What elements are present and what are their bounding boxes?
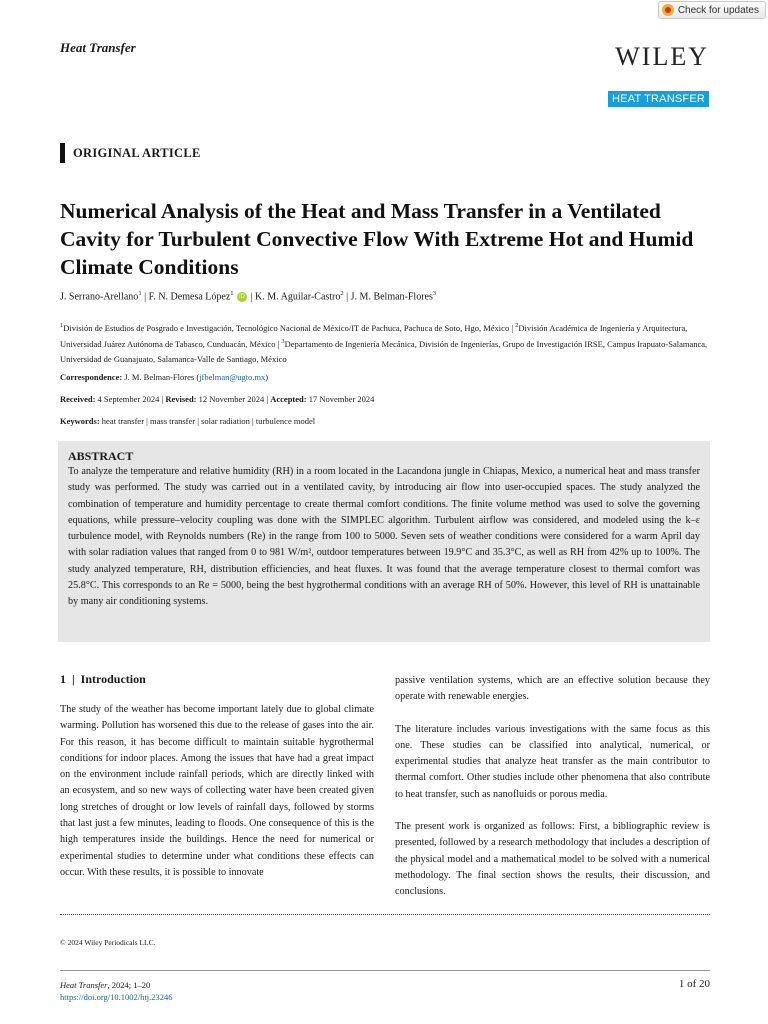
copyright-notice: © 2024 Wiley Periodicals LLC. <box>60 938 156 947</box>
author-affiliation-mark: 1 <box>138 290 142 297</box>
keywords-label: Keywords: <box>60 416 100 426</box>
affiliation-number: 1 <box>60 322 64 329</box>
abstract-heading: ABSTRACT <box>68 449 134 463</box>
footer-citation-detail: , 2024; 1–20 <box>107 980 151 990</box>
keywords: Keywords: heat transfer | mass transfer | solar radiation | turbulence model <box>60 416 316 426</box>
affiliation-number: 3 <box>281 338 285 346</box>
abstract-text: To analyze the temperature and relative humidity (RH) in a room located in the Lacandona jungle in Chiapas, Mexico, a numerical heat and mass transfer study was performed. The study was carried out in a ventilated cavity, by introducing air flow into user-occupied spaces. The study analyzed the combination of temperature and humidity percentage to create thermal comfort conditions. The finite volume method was used to solve the governing equations, while pressure–velocity coupling was done with the SIMPLEC algorithm. Turbulent airflow was considered, and modeled using the k–ε turbulence model, with Reynolds numbers (Re) in the range from 100 to 5000. Seven sets of weather conditions were considered for a warm April day with solar radiation values that ranged from 0 to 981 W/m², outdoor temperatures between 19.9°C and 35.3°C, as well as RH from 42% up to 100%. The study analyzed temperature, RH, distribution efficiencies, and heat fluxes. It was found that the average temperature closest to thermal comfort was 25.8°C. This corresponds to an Re = 5000, being the best hygrothermal conditions with an average RH of 50%. However, this level of RH is unattainable by many air conditioning systems. <box>68 466 700 608</box>
author-name[interactable]: K. M. Aguilar-Castro <box>255 291 341 303</box>
affiliation-number: 2 <box>515 322 519 329</box>
affiliation-separator: | <box>511 322 514 333</box>
footer-rule <box>60 970 710 971</box>
received-label: Received: <box>60 394 96 404</box>
affiliation-text: División Académica de Ingeniería y Arquitectura, Universidad Juárez Autónoma de Tabasco, Cunduacán, México <box>60 322 688 350</box>
author-name[interactable]: J. Serrano-Arellano <box>60 291 139 303</box>
body-left-column <box>60 702 374 881</box>
check-updates-icon <box>662 4 674 16</box>
correspondence-label: Correspondence: <box>60 372 123 382</box>
correspondence-name: J. M. Belman-Flores <box>124 372 195 382</box>
footer-journal: Heat Transfer <box>60 980 108 990</box>
affiliation-separator: | <box>277 339 280 350</box>
section-separator: | <box>72 672 75 686</box>
article-type: ORIGINAL ARTICLE <box>60 143 201 163</box>
paragraph: The present work is organized as follows: First, a bibliographic review is presented, followed by a research methodology that includes a description of the physical model and a mathematical model to be solved with a numerical methodology. The final section shows the results, their discussion, and conclusions. <box>395 821 710 898</box>
affiliation-text: División de Estudios de Posgrado e Investigación, Tecnológico Nacional de México/IT de Pachuca, Pachuca de Soto, Hgo, México <box>63 322 510 333</box>
paragraph: The literature includes various investigations with the same focus as this one. These studies can be classified into analytical, numerical, or experimental studies that analyze heat transfer as the main contributor to thermal comfort. Other studies include other phenomena that also contribute to heat transfer, such as nanofluids or porous media. <box>395 723 710 800</box>
doi-link[interactable]: https://doi.org/10.1002/htj.23246 <box>60 992 173 1002</box>
check-for-updates-button[interactable] <box>658 1 766 19</box>
correspondence-email-link[interactable]: jfbelman@ugto.mx <box>199 372 266 382</box>
paragraph: The study of the weather has become important lately due to global climate warming. Pollution has worsened this due to the release of gases into the air. For this reason, it has become difficult to maintain suitable hygrothermal conditions for indoor places. Among the issues that have had a great impact on the environment include rainfall periods, which are directly linked with an ecosystem, and so new ways of collecting water have been created given long stretches of drought or low levels of rainfall days, followed by storms that last just a few minutes, leading to floods. One consequence of this is the high temperatures inside the buildings. Hence the need for numerical or experimental studies to determine under what conditions these effects can occur. With these results, it is possible to innovate <box>60 704 374 878</box>
author-affiliation-mark: 2 <box>340 290 344 297</box>
author-name[interactable]: J. M. Belman-Flores <box>350 291 433 303</box>
article-dates <box>60 394 374 404</box>
date-separator: | <box>161 394 164 404</box>
section-number: 1 <box>60 672 66 686</box>
keyword[interactable]: solar radiation <box>201 416 250 426</box>
keyword[interactable]: mass transfer <box>150 416 196 426</box>
section-heading <box>60 672 146 687</box>
affiliations <box>60 319 710 366</box>
keyword[interactable]: heat transfer <box>101 416 145 426</box>
body-right-column <box>395 673 710 917</box>
accepted-label: Accepted: <box>270 394 307 404</box>
revised-label: Revised: <box>165 394 197 404</box>
accepted-date: 17 November 2024 <box>308 394 375 404</box>
author-list <box>60 290 436 302</box>
affiliation-text: Departamento de Ingeniería Mecánica, División de Ingenierías, Grupo de Investigación IRSE, Campus Irapuato-Salamanca, Universidad de Guanajuato, Salamanca-Valle de Santiago, México <box>60 339 708 364</box>
section-title: Introduction <box>80 672 146 686</box>
abstract-box <box>58 441 710 642</box>
author-affiliation-mark: 3 <box>432 290 437 297</box>
keyword[interactable]: turbulence model <box>255 416 316 426</box>
author-separator: | <box>144 291 147 303</box>
author-name[interactable]: F. N. Demesa López <box>148 291 231 303</box>
paragraph: passive ventilation systems, which are an effective solution because they operate with renewable energies. <box>395 675 710 703</box>
footnote-divider <box>60 914 710 915</box>
page-number: 1 of 20 <box>678 978 710 990</box>
revised-date: 12 November 2024 <box>198 394 265 404</box>
publisher-logo: WILEY <box>615 42 709 71</box>
journal-name: Heat Transfer <box>60 40 136 55</box>
journal-badge: HEAT TRANSFER <box>608 91 709 107</box>
check-updates-label: Check for updates <box>677 4 759 16</box>
date-separator: | <box>266 394 269 404</box>
correspondence: Correspondence: J. M. Belman-Flores (jfbelman@ugto.mx) <box>60 372 269 382</box>
author-affiliation-mark: 1 <box>230 290 234 297</box>
author-separator: | <box>346 291 349 303</box>
author-separator: | <box>250 291 253 303</box>
orcid-icon[interactable]: iD <box>237 292 247 302</box>
footer-citation <box>60 980 150 990</box>
received-date: 4 September 2024 <box>97 394 160 404</box>
article-title: Numerical Analysis of the Heat and Mass Transfer in a Ventilated Cavity for Turbulent Convective Flow With Extreme Hot and Humid Climate Conditions <box>60 199 694 279</box>
